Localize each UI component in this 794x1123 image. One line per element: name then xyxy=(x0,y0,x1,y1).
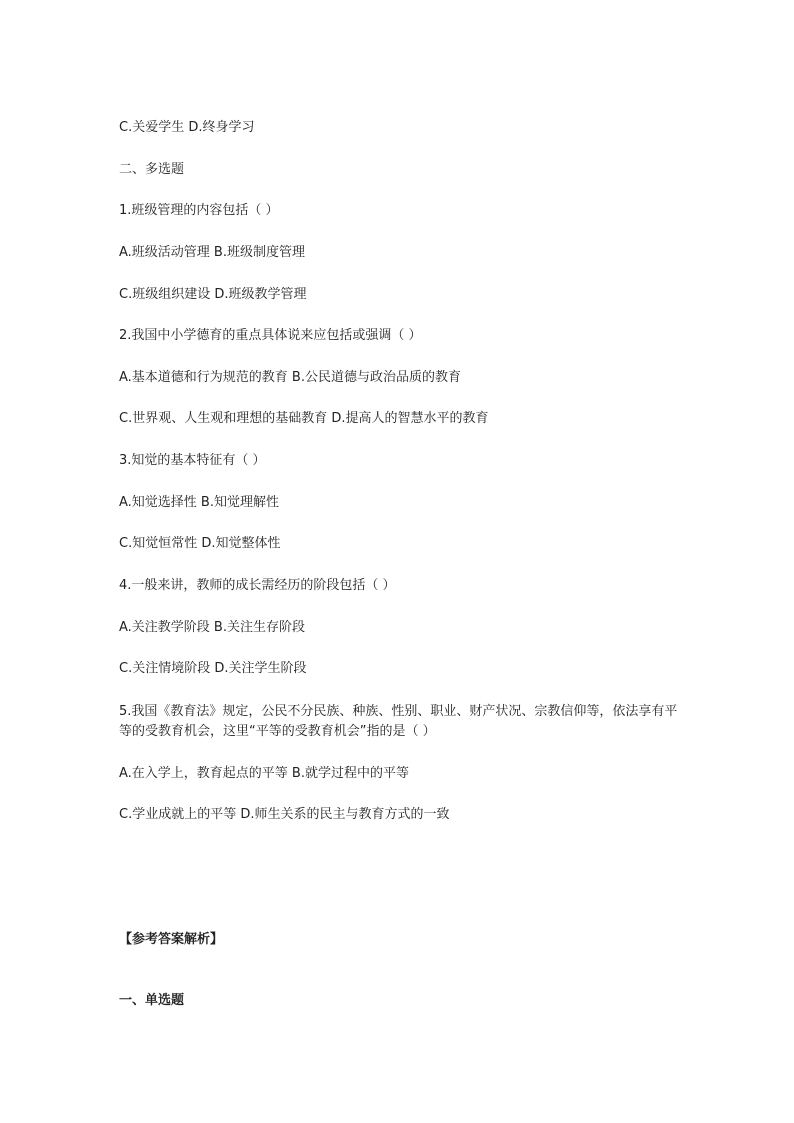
question-1: 1.班级管理的内容包括（ ） xyxy=(119,203,279,218)
question-1-options-ab: A.班级活动管理 B.班级制度管理 xyxy=(119,245,305,260)
question-4-options-ab: A.关注教学阶段 B.关注生存阶段 xyxy=(119,620,305,635)
question-4-options-cd: C.关注情境阶段 D.关注学生阶段 xyxy=(119,661,307,676)
section-heading-multiple-choice: 二、多选题 xyxy=(119,162,185,177)
question-3-options-ab: A.知觉选择性 B.知觉理解性 xyxy=(119,495,279,510)
question-1-options-cd: C.班级组织建设 D.班级教学管理 xyxy=(119,287,307,302)
question-2-options-cd: C.世界观、人生观和理想的基础教育 D.提高人的智慧水平的教育 xyxy=(119,411,489,426)
section-heading-single-choice: 一、单选题 xyxy=(119,993,185,1008)
question-3-options-cd: C.知觉恒常性 D.知觉整体性 xyxy=(119,536,281,551)
question-2: 2.我国中小学德育的重点具体说来应包括或强调（ ） xyxy=(119,328,422,343)
question-4: 4.一般来讲，教师的成长需经历的阶段包括（ ） xyxy=(119,578,396,593)
q-prev-options-cd: C.关爱学生 D.终身学习 xyxy=(119,120,255,135)
answer-analysis-heading: 【参考答案解析】 xyxy=(119,932,224,947)
question-5-options-cd: C.学业成就上的平等 D.师生关系的民主与教育方式的一致 xyxy=(119,807,450,822)
question-2-options-ab: A.基本道德和行为规范的教育 B.公民道德与政治品质的教育 xyxy=(119,370,461,385)
question-5: 5.我国《教育法》规定，公民不分民族、种族、性别、职业、财产状况、宗教信仰等，依法享有平等的受教育机会，这里“平等的受教育机会”指的是（ ） xyxy=(119,704,678,739)
question-5-options-ab: A.在入学上，教育起点的平等 B.就学过程中的平等 xyxy=(119,766,409,781)
question-3: 3.知觉的基本特征有（ ） xyxy=(119,453,266,468)
